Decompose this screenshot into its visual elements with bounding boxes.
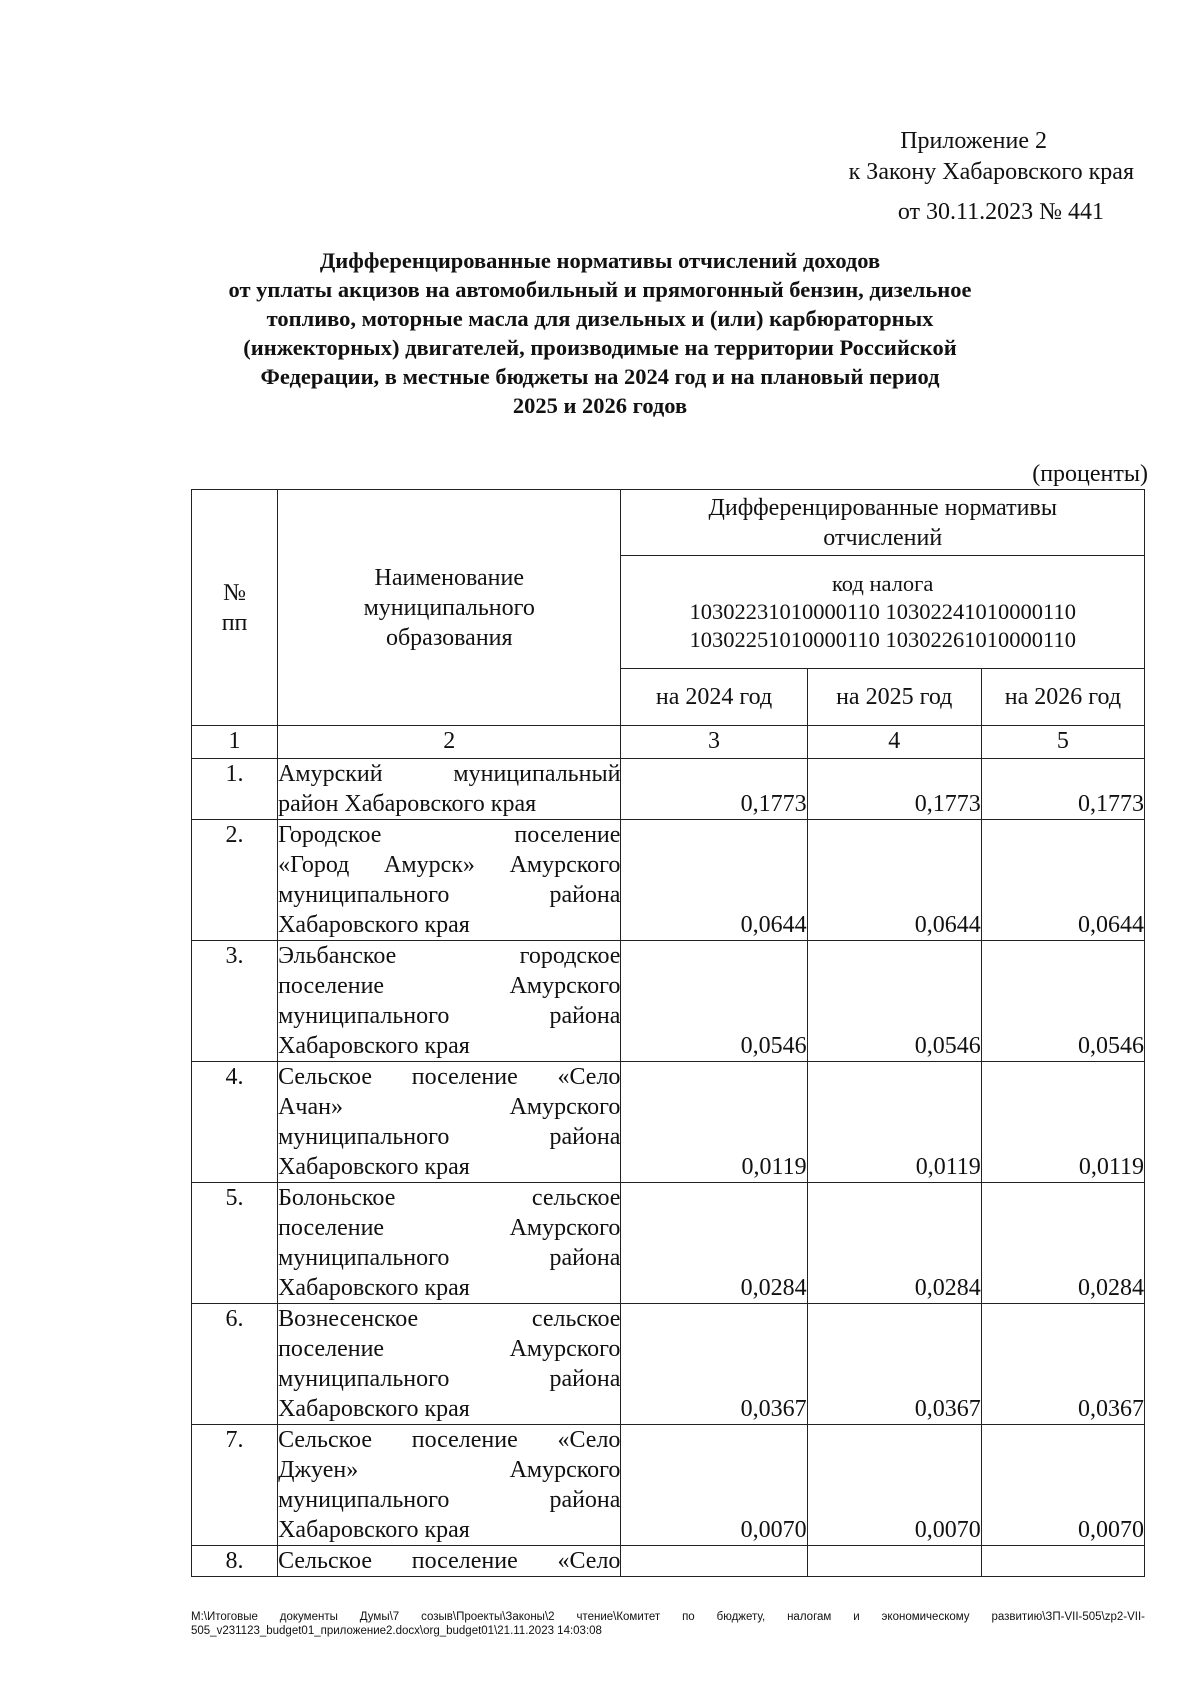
name-line: «Город Амурск» Амурского [278, 852, 621, 878]
title-line: (инжекторных) двигателей, производимые на территории Российской [243, 335, 957, 360]
title-line: топливо, моторные масла для дизельных и (или) карбюраторных [266, 306, 934, 331]
row-index: 2. [192, 820, 278, 941]
name-line: Вознесенское сельское [278, 1306, 621, 1332]
file-path-footer: M:\Итоговые документы Думы\7 созыв\Проекты\Законы\2 чтение\Комитет по бюджету, налогам и экономическому развитию\ЗП-VII-505\zp2-VII-505_v231123_budget01_приложение2.docx\org_budget01\21.11.2023 14:03:08 [191, 1611, 1145, 1637]
name-line: муниципального района [278, 1003, 621, 1029]
table-row [192, 1062, 1145, 1183]
table-row [192, 820, 1145, 941]
municipality-name [278, 1304, 621, 1425]
norm-value-2024: 0,1773 [621, 759, 807, 820]
row-index: 3. [192, 941, 278, 1062]
norm-value-2025: 0,0119 [807, 1062, 981, 1183]
norm-value-2025: 0,0367 [807, 1304, 981, 1425]
norm-value-2026: 0,1773 [981, 759, 1144, 820]
norm-value-2025: 0,0546 [807, 941, 981, 1062]
table-row [192, 941, 1145, 1062]
table-row [192, 759, 1145, 820]
name-line: муниципального района [278, 1366, 621, 1392]
table-row [192, 1546, 1145, 1577]
header-code-line: 10302231010000110 10302241010000110 [689, 599, 1076, 624]
header-name [278, 490, 621, 726]
norm-value-2026 [981, 1546, 1144, 1577]
row-index: 7. [192, 1425, 278, 1546]
norm-value-2025: 0,0070 [807, 1425, 981, 1546]
row-index: 5. [192, 1183, 278, 1304]
name-line: Сельское поселение «Село [278, 1548, 621, 1574]
norm-value-2026: 0,0284 [981, 1183, 1144, 1304]
header-group-line: отчислений [823, 524, 943, 551]
header-name-line: муниципального [363, 594, 535, 621]
header-year-2024: на 2024 год [621, 669, 807, 726]
norm-value-2025: 0,0644 [807, 820, 981, 941]
column-number: 2 [278, 726, 621, 759]
title-line: Федерации, в местные бюджеты на 2024 год и на плановый период [260, 364, 940, 389]
norm-value-2026: 0,0644 [981, 820, 1144, 941]
header-year-2026: на 2026 год [981, 669, 1144, 726]
norm-value-2024: 0,0644 [621, 820, 807, 941]
name-line: Городское поселение [278, 822, 621, 848]
column-number: 5 [981, 726, 1144, 759]
norm-value-2024: 0,0367 [621, 1304, 807, 1425]
annex-number: Приложение 2 [900, 128, 1047, 154]
header-num-line: № [223, 579, 246, 606]
norm-value-2025 [807, 1546, 981, 1577]
name-line: Сельское поселение «Село [278, 1427, 621, 1453]
header-tax-code [621, 556, 1145, 669]
title-line: 2025 и 2026 годов [512, 393, 688, 418]
name-line: Хабаровского края [278, 1033, 470, 1059]
table-row [192, 1304, 1145, 1425]
municipality-name [278, 1183, 621, 1304]
title-line: от уплаты акцизов на автомобильный и прямогонный бензин, дизельное [228, 277, 972, 302]
annex-date-number: от 30.11.2023 № 441 [897, 199, 1104, 225]
name-line: Эльбанское городское [278, 943, 621, 969]
header-name-line: образования [385, 624, 513, 651]
municipality-name [278, 1062, 621, 1183]
name-line: поселение Амурского [278, 1215, 621, 1241]
table-row [192, 1425, 1145, 1546]
norms-table [191, 489, 1145, 1577]
norm-value-2024 [621, 1546, 807, 1577]
name-line: Ачан» Амурского [278, 1094, 621, 1120]
municipality-name [278, 1546, 621, 1577]
name-line: Болоньское сельское [278, 1185, 621, 1211]
municipality-name [278, 759, 621, 820]
norm-value-2026: 0,0546 [981, 941, 1144, 1062]
annex-header [794, 126, 1134, 228]
annex-law-reference: к Закону Хабаровского края [848, 159, 1134, 185]
norm-value-2026: 0,0070 [981, 1425, 1144, 1546]
header-name-line: Наименование [374, 564, 525, 591]
header-code-line: код налога [832, 571, 934, 596]
municipality-name [278, 820, 621, 941]
name-line: Джуен» Амурского [278, 1457, 621, 1483]
norm-value-2025: 0,0284 [807, 1183, 981, 1304]
name-line: поселение Амурского [278, 1336, 621, 1362]
municipality-name [278, 1425, 621, 1546]
norm-value-2024: 0,0546 [621, 941, 807, 1062]
column-number: 3 [621, 726, 807, 759]
column-number: 1 [192, 726, 278, 759]
header-num [192, 490, 278, 726]
norm-value-2026: 0,0367 [981, 1304, 1144, 1425]
header-code-line: 10302251010000110 10302261010000110 [689, 627, 1076, 652]
header-num-line: пп [221, 609, 248, 636]
norm-value-2024: 0,0119 [621, 1062, 807, 1183]
title-line: Дифференцированные нормативы отчислений доходов [319, 248, 881, 273]
name-line: Хабаровского края [278, 1154, 470, 1180]
table-row [192, 1183, 1145, 1304]
name-line: Хабаровского края [278, 1396, 470, 1422]
norm-value-2025: 0,1773 [807, 759, 981, 820]
name-line: Сельское поселение «Село [278, 1064, 621, 1090]
name-line: муниципального района [278, 882, 621, 908]
name-line: Хабаровского края [278, 1517, 470, 1543]
name-line: Хабаровского края [278, 1275, 470, 1301]
header-group-line: Дифференцированные нормативы [708, 494, 1057, 521]
name-line: район Хабаровского края [278, 791, 537, 817]
header-year-2025: на 2025 год [807, 669, 981, 726]
name-line: муниципального района [278, 1487, 621, 1513]
column-number-row [192, 726, 1145, 759]
municipality-name [278, 941, 621, 1062]
row-index: 6. [192, 1304, 278, 1425]
name-line: Хабаровского края [278, 912, 470, 938]
name-line: муниципального района [278, 1245, 621, 1271]
name-line: поселение Амурского [278, 973, 621, 999]
norm-value-2026: 0,0119 [981, 1062, 1144, 1183]
norm-value-2024: 0,0070 [621, 1425, 807, 1546]
document-title [190, 246, 1010, 420]
name-line: Амурский муниципальный [278, 761, 621, 787]
row-index: 8. [192, 1546, 278, 1577]
norm-value-2024: 0,0284 [621, 1183, 807, 1304]
name-line: муниципального района [278, 1124, 621, 1150]
header-group [621, 490, 1145, 556]
row-index: 1. [192, 759, 278, 820]
row-index: 4. [192, 1062, 278, 1183]
units-label: (проценты) [1032, 461, 1148, 487]
column-number: 4 [807, 726, 981, 759]
